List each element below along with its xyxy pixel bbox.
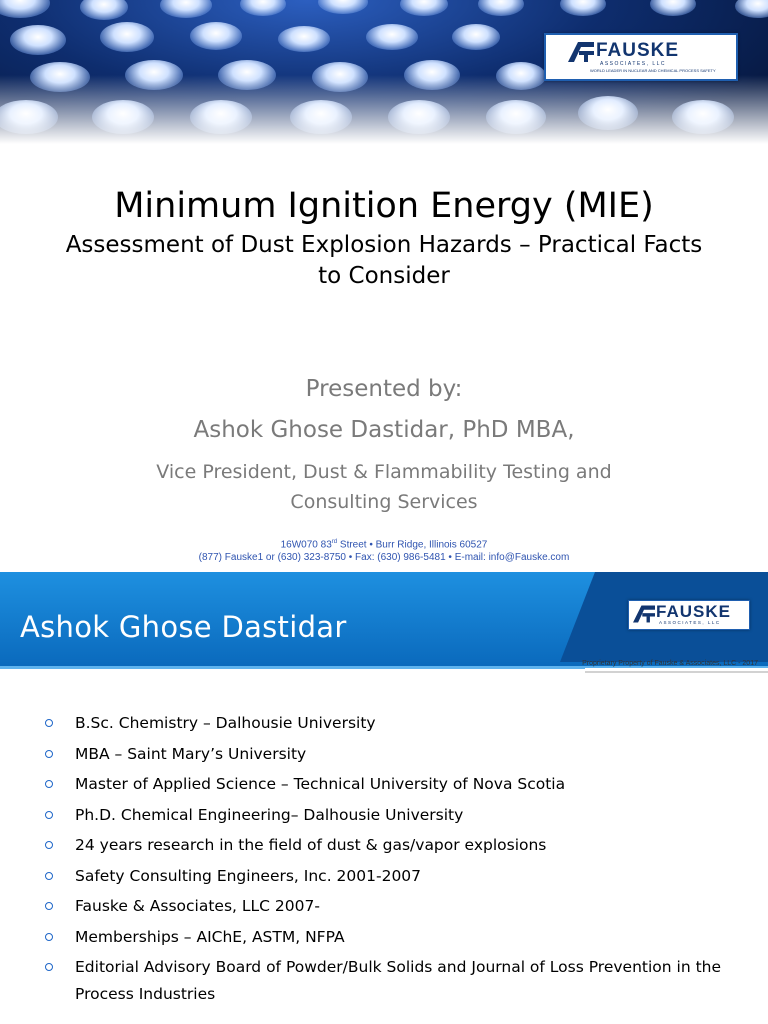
address-number: 16W070 83 — [280, 539, 332, 551]
hollow-circle-bullet-icon — [45, 841, 53, 849]
hollow-circle-bullet-icon — [45, 780, 53, 788]
hollow-circle-bullet-icon — [45, 933, 53, 941]
fauske-logo — [544, 33, 738, 81]
bio-header-title: Ashok Ghose Dastidar — [20, 610, 347, 644]
hollow-circle-bullet-icon — [45, 750, 53, 758]
address-ordinal: rd — [331, 539, 338, 545]
banner-dot — [160, 0, 212, 18]
presenter-title: Vice President, Dust & Flammability Testing and Consulting Services — [156, 461, 612, 513]
banner-dot — [400, 0, 448, 16]
bio-bullet-text: Safety Consulting Engineers, Inc. 2001-2007 — [75, 866, 422, 885]
banner-dot — [650, 0, 696, 16]
bio-bullet-item — [40, 832, 730, 859]
fauske-logo-mark-icon — [568, 42, 594, 62]
bio-bullet-text: Editorial Advisory Board of Powder/Bulk Solids and Journal of Loss Prevention in the Process Industries — [75, 958, 722, 1003]
hollow-circle-bullet-icon — [45, 963, 53, 971]
presenter-name: Ashok Ghose Dastidar, PhD MBA, — [193, 417, 575, 443]
address-street: Street • Burr Ridge, Illinois 60527 — [337, 539, 488, 551]
presented-by-label: Presented by: — [305, 376, 463, 402]
bio-bullet-item — [40, 924, 730, 951]
bio-bullet-item — [40, 893, 730, 920]
banner-dot — [80, 0, 128, 20]
contact-address — [0, 536, 768, 564]
bio-bullet-list — [40, 710, 730, 1012]
banner-dot — [0, 0, 50, 18]
bio-bullet-item — [40, 771, 730, 798]
fauske-logo-small — [628, 600, 750, 630]
banner-dot — [366, 24, 418, 50]
hollow-circle-bullet-icon — [45, 719, 53, 727]
banner-dot — [190, 22, 242, 50]
banner-dot — [318, 0, 368, 14]
banner-dot — [478, 0, 524, 16]
banner-dot — [278, 26, 330, 52]
contact-line: (877) Fauske1 or (630) 323-8750 • Fax: (630) 986-5481 • E-mail: info@Fauske.com — [198, 552, 570, 564]
address-line — [0, 536, 768, 551]
banner-dot — [240, 0, 286, 16]
fauske-logo-sub: ASSOCIATES, LLC — [659, 620, 721, 625]
bio-bullet-item — [40, 741, 730, 768]
bio-bullet-text: Fauske & Associates, LLC 2007- — [75, 897, 320, 915]
proprietary-notice: Proprietary Property of Fauske & Associates, LLC - 2017 — [582, 660, 758, 667]
hollow-circle-bullet-icon — [45, 811, 53, 819]
bio-bullet-text: Memberships – AIChE, ASTM, NFPA — [75, 927, 345, 946]
bio-bullet-text: 24 years research in the field of dust & gas/vapor explosions — [75, 836, 547, 854]
banner-fade — [0, 75, 768, 150]
hollow-circle-bullet-icon — [45, 872, 53, 880]
slide-subtitle: Assessment of Dust Explosion Hazards – Practical Facts to Consider — [65, 232, 703, 289]
bio-bullet-text: Master of Applied Science – Technical University of Nova Scotia — [75, 775, 566, 793]
fauske-logo-mark-icon — [633, 605, 655, 623]
bio-bullet-item — [40, 802, 730, 829]
bio-bullet-text: B.Sc. Chemistry – Dalhousie University — [75, 714, 376, 732]
bio-bullet-text: Ph.D. Chemical Engineering– Dalhousie University — [75, 805, 464, 824]
bio-bullet-item — [40, 954, 730, 1008]
bio-bullet-item — [40, 863, 730, 890]
banner-dot — [100, 22, 154, 52]
slide-title: Minimum Ignition Energy (MIE) — [114, 186, 654, 226]
hollow-circle-bullet-icon — [45, 902, 53, 910]
banner-dot — [735, 0, 768, 18]
fauske-logo-wordmark: FAUSKE — [656, 602, 731, 621]
bio-bullet-text: MBA – Saint Mary’s University — [75, 744, 307, 763]
bio-bullet-item — [40, 710, 730, 737]
banner-dot — [452, 24, 500, 50]
fauske-logo-sub: ASSOCIATES, LLC — [600, 61, 667, 67]
banner-dot — [10, 25, 66, 55]
banner-dot — [560, 0, 606, 16]
fauske-logo-wordmark: FAUSKE — [596, 40, 680, 61]
fauske-logo-tagline: WORLD LEADER IN NUCLEAR AND CHEMICAL PROCESS SAFETY — [590, 68, 716, 73]
bio-slide — [0, 572, 768, 1024]
